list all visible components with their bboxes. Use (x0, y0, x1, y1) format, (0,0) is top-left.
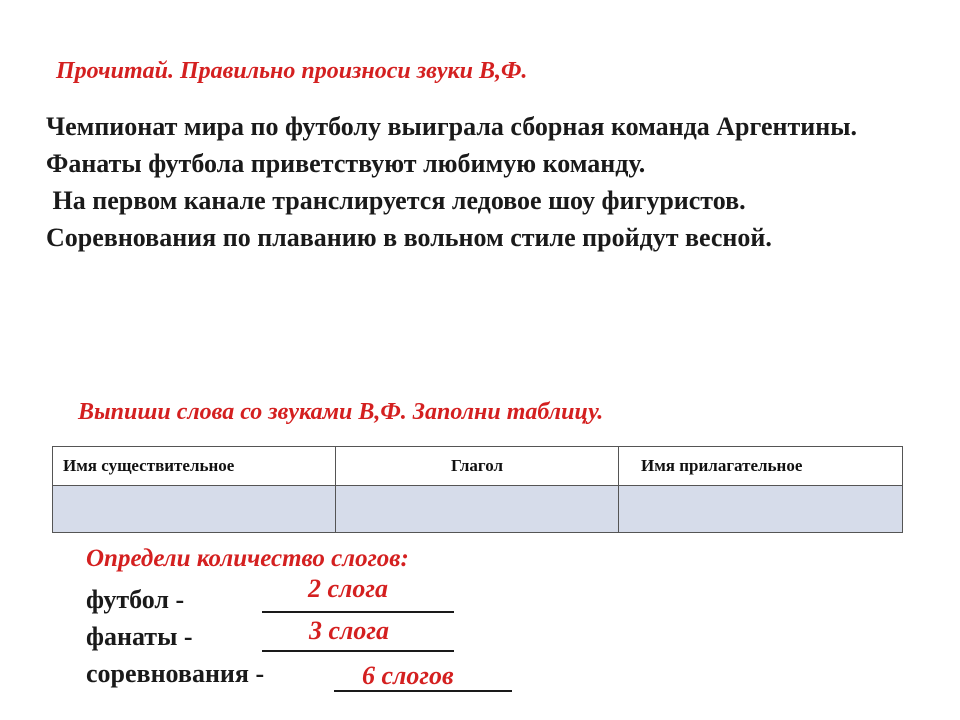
syllables-instruction-heading: Определи количество слогов: (86, 545, 409, 572)
syllable-answer-futbol: 2 слога (308, 574, 388, 603)
adjective-cell[interactable] (619, 486, 903, 533)
answer-line-3 (334, 690, 512, 692)
sentence-3: На первом канале транслируется ледовое шоу фигуристов. (46, 186, 746, 215)
header-noun: Имя существительное (53, 447, 336, 486)
syllable-word-fanaty: фанаты - (86, 622, 193, 651)
table-header-row (53, 447, 903, 486)
sentence-1: Чемпионат мира по футболу выиграла сборная команда Аргентины. (46, 112, 858, 141)
sentence-2: Фанаты футбола приветствуют любимую команду. (46, 149, 646, 178)
syllable-answer-fanaty: 3 слога (309, 616, 389, 645)
syllable-answer-sorevnovaniya: 6 слогов (362, 661, 454, 690)
reading-text (46, 108, 926, 256)
answer-line-1 (262, 611, 454, 613)
table-row (53, 486, 903, 533)
syllable-word-sorevnovaniya: соревнования - (86, 659, 265, 688)
read-instruction-heading: Прочитай. Правильно произноси звуки В,Ф. (56, 58, 528, 84)
parts-of-speech-table (52, 446, 903, 533)
verb-cell[interactable] (336, 486, 619, 533)
header-adjective: Имя прилагательное (619, 447, 903, 486)
answer-line-2 (262, 650, 454, 652)
header-verb: Глагол (336, 447, 619, 486)
syllable-word-futbol: футбол - (86, 585, 185, 614)
table-instruction-heading: Выпиши слова со звуками В,Ф. Заполни таблицу. (78, 399, 604, 425)
noun-cell[interactable] (53, 486, 336, 533)
sentence-4: Соревнования по плаванию в вольном стиле пройдут весной. (46, 223, 772, 252)
